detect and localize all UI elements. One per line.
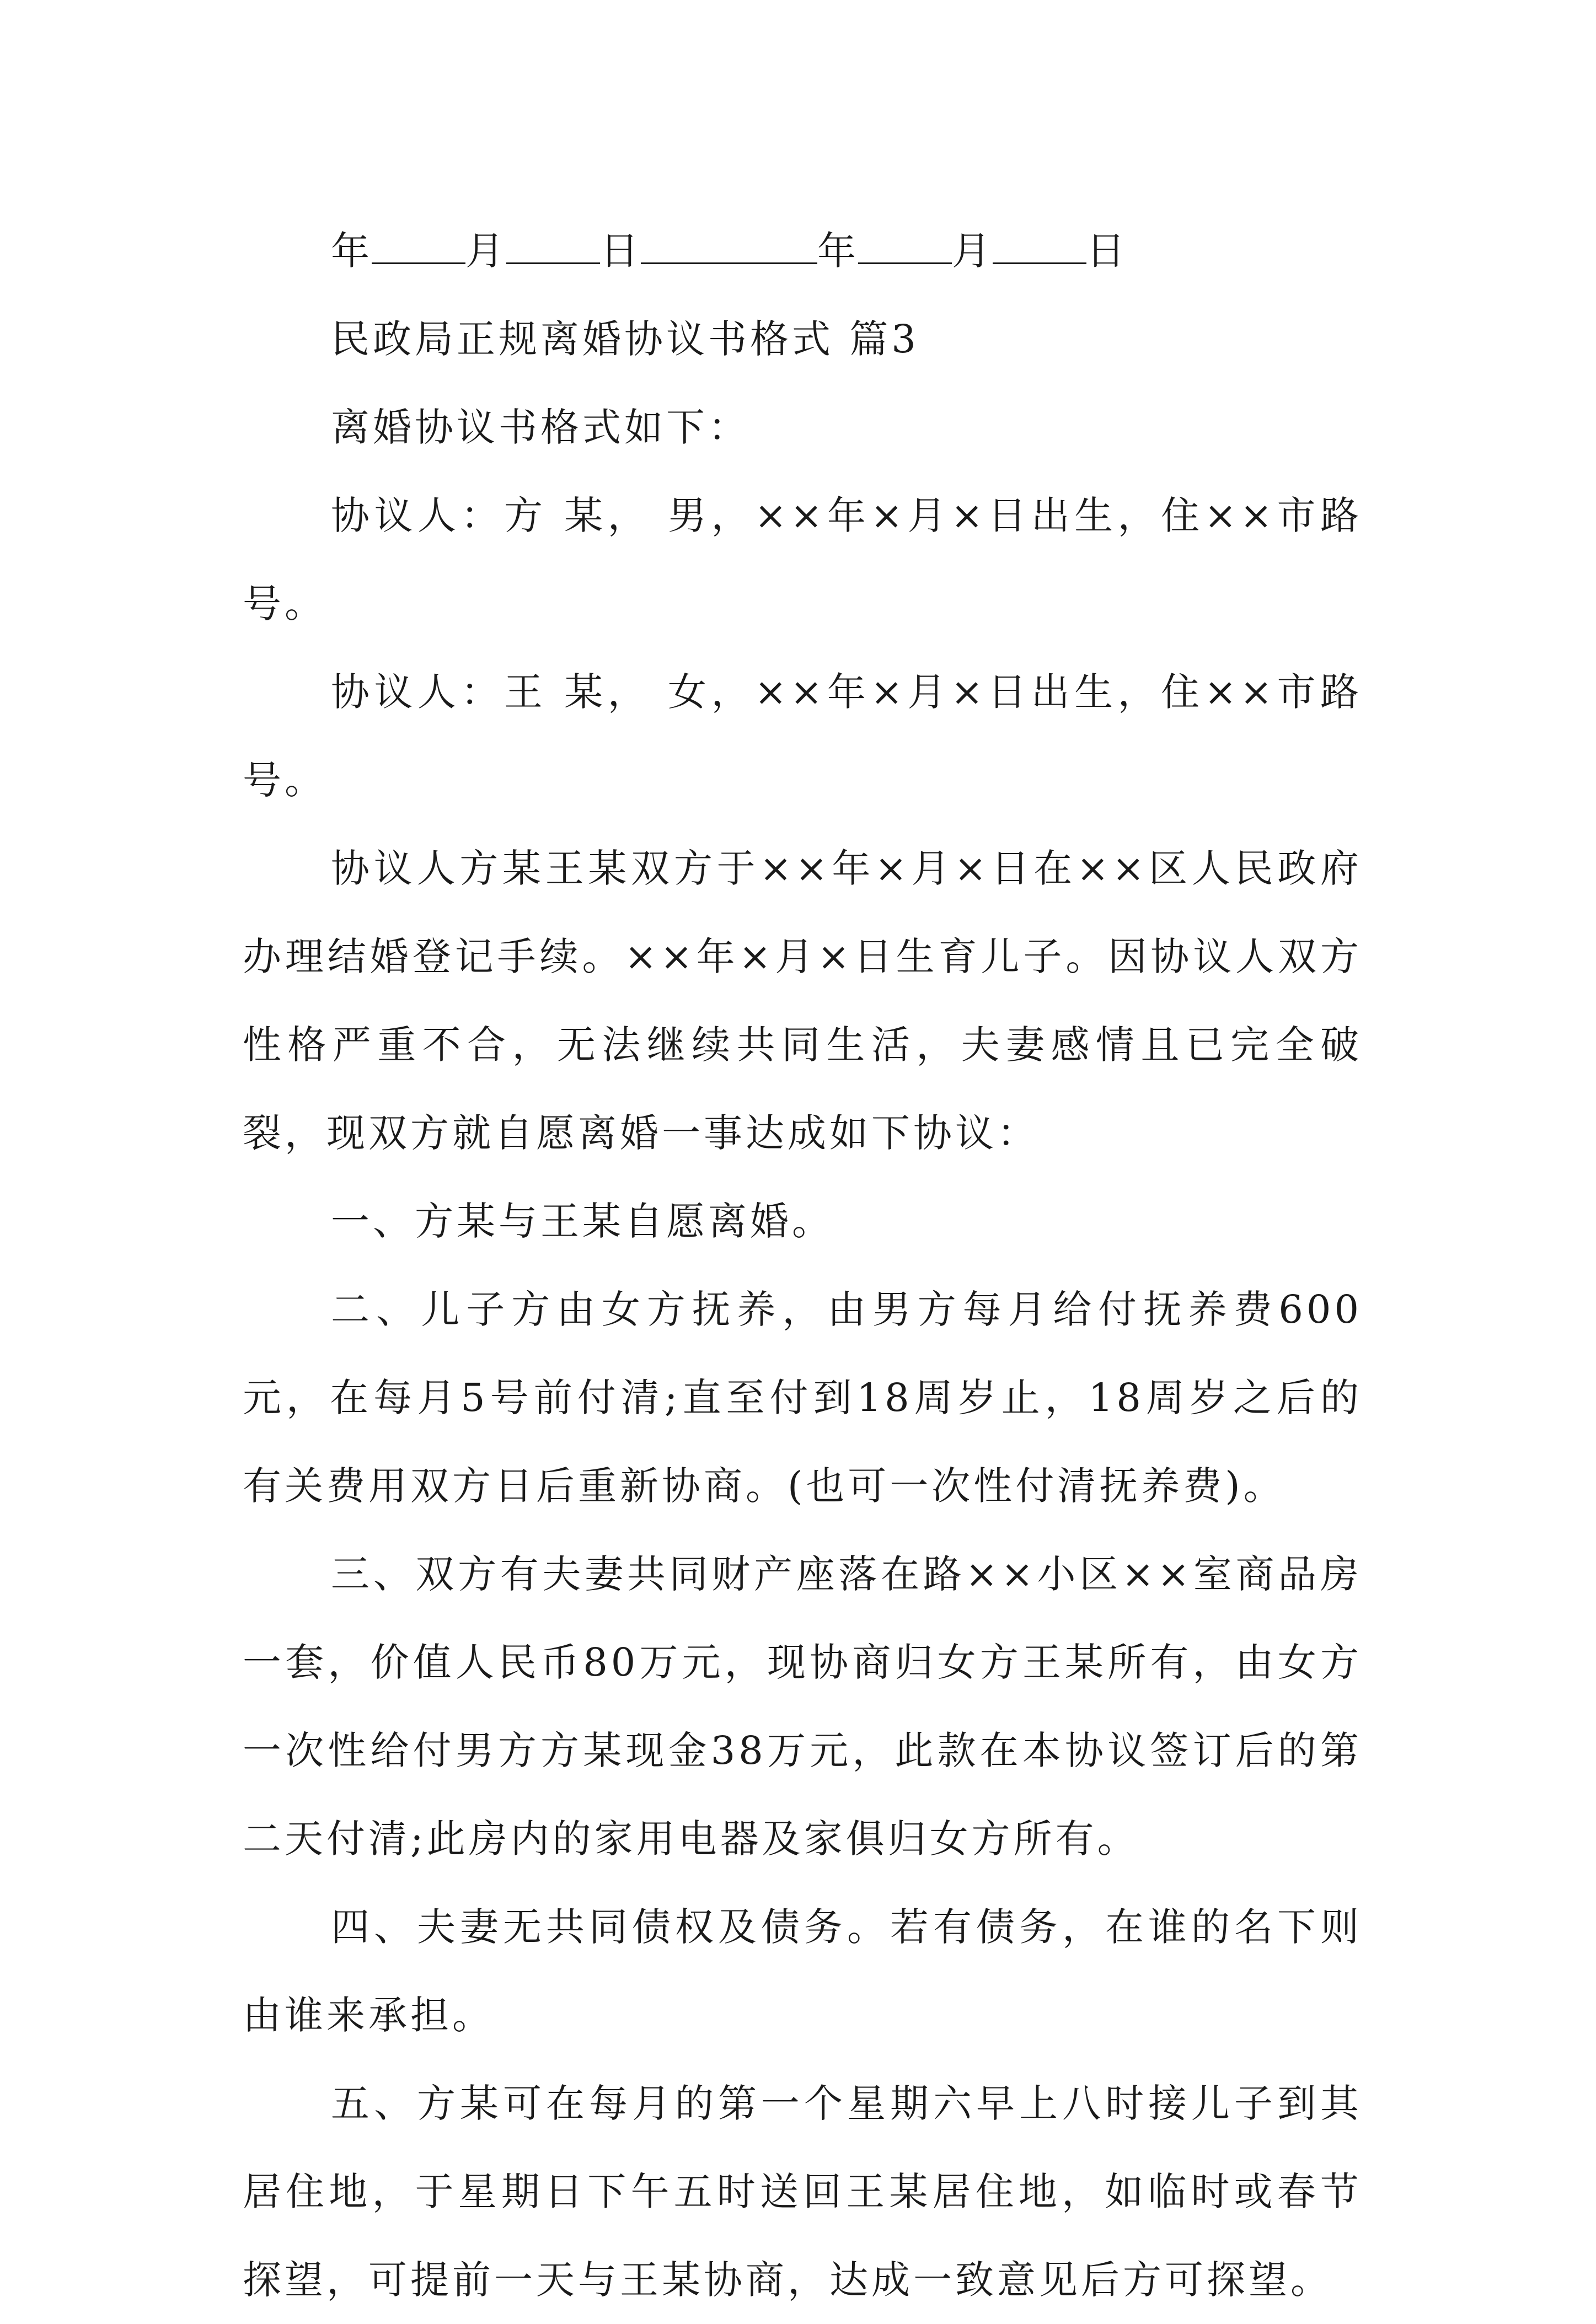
clause-1: 一、方某与王某自愿离婚。 xyxy=(331,1199,834,1244)
format-intro: 离婚协议书格式如下： xyxy=(331,405,750,450)
month-blank-1 xyxy=(372,228,465,264)
date-signature-line xyxy=(243,207,1362,295)
clause-2: 二、儿子方由女方抚养，由男方每月给付抚养费600元，在每月5号前付清;直至付到18周岁止，18周岁之后的有关费用双方日后重新协商。(也可一次性付清抚养费)。 xyxy=(243,1287,1362,1509)
year-label-1: 年 xyxy=(331,228,372,273)
month-label-1: 月 xyxy=(465,228,506,273)
party-female-info: 协议人：王 某， 女，××年×月×日出生，住××市路号。 xyxy=(243,669,1362,803)
month-label-2: 月 xyxy=(952,228,993,273)
day-blank-1 xyxy=(506,228,600,264)
month-blank-2 xyxy=(858,228,952,264)
clause-3: 三、双方有夫妻共同财产座落在路××小区××室商品房一套，价值人民币80万元，现协商归女方王某所有，由女方一次性给付男方方某现金38万元，此款在本协议签订后的第二天付清;此房内的家用电器及家俱归女方所有。 xyxy=(243,1552,1362,1861)
day-blank-2 xyxy=(993,228,1086,264)
document-body xyxy=(243,207,1362,2324)
day-label-2: 日 xyxy=(1086,228,1127,273)
party-male-info: 协议人：方 某， 男，××年×月×日出生，住××市路号。 xyxy=(243,493,1362,626)
clause-4: 四、夫妻无共同债权及债务。若有债务，在谁的名下则由谁来承担。 xyxy=(243,1904,1362,2038)
year-blank-2 xyxy=(641,228,817,264)
section-heading: 民政局正规离婚协议书格式 篇3 xyxy=(331,316,919,362)
clause-5: 五、方某可在每月的第一个星期六早上八时接儿子到其居住地，于星期日下午五时送回王某居住地，如临时或春节探望，可提前一天与王某协商，达成一致意见后方可探望。 xyxy=(243,2081,1362,2302)
agreement-preamble: 协议人方某王某双方于××年×月×日在××区人民政府办理结婚登记手续。××年×月×日生育儿子。因协议人双方性格严重不合，无法继续共同生活，夫妻感情且已完全破裂，现双方就自愿离婚一事达成如下协议： xyxy=(243,846,1362,1156)
day-label-1: 日 xyxy=(600,228,641,273)
year-label-2: 年 xyxy=(817,228,858,273)
